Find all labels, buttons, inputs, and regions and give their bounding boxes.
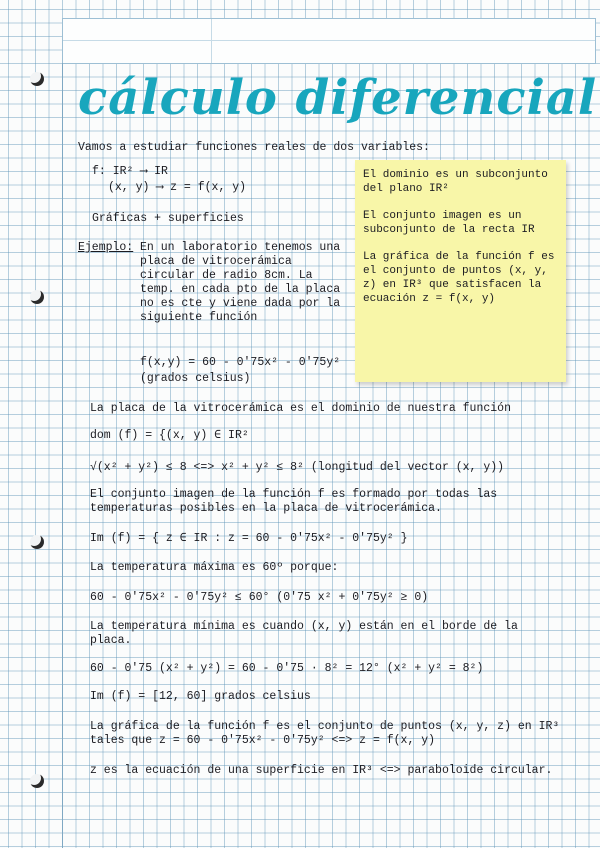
text-line: √(x² + y²) ≤ 8 <=> x² + y² ≤ 8² (longitud del vector (x, y)): [90, 461, 505, 474]
page-header-box: [62, 18, 596, 64]
text-line: La placa de la vitrocerámica es el dominio de nuestra función: [90, 402, 511, 415]
text-line: La gráfica de la función f es el conjunto de puntos (x, y, z) en IR³ tales que z = 60 - 0'75x² - 0'75y² <=> z = f(x, y): [90, 720, 560, 747]
header-divider: [63, 40, 595, 41]
text-line: Im (f) = [12, 60] grados celsius: [90, 690, 311, 703]
text-line: El conjunto imagen de la función f es formado por todas las temperaturas posibles en la placa de vitrocerámica.: [90, 488, 498, 515]
note-imagen: El conjunto imagen es un subconjunto de la recta IR: [363, 210, 535, 236]
text-line: 60 - 0'75x² - 0'75y² ≤ 60° (0'75 x² + 0'75y² ≥ 0): [90, 591, 429, 604]
function-mapping-domain: f: IR² ⟶ IR: [92, 165, 168, 178]
function-mapping-rule: (x, y) ⟶ z = f(x, y): [108, 181, 247, 194]
sticky-note: [355, 160, 566, 382]
example-units: (grados celsius): [140, 372, 251, 385]
margin-line: [62, 63, 63, 848]
text-line: z es la ecuación de una superficie en IR³ <=> paraboloide circular.: [90, 764, 553, 777]
binder-hole: [30, 72, 44, 86]
note-dominio: El dominio es un subconjunto del plano IR²: [363, 169, 548, 195]
header-date-divider: [211, 19, 212, 63]
text-line: 60 - 0'75 (x² + y²) = 60 - 0'75 · 8² = 12° (x² + y² = 8²): [90, 662, 484, 675]
example-formula: f(x,y) = 60 - 0'75x² - 0'75y²: [140, 356, 341, 369]
note-grafica: La gráfica de la función f es el conjunto de puntos (x, y, z) en IR³ que satisfacen la ecuación z = f(x, y): [363, 251, 555, 305]
example-text: En un laboratorio tenemos una placa de vitrocerámica circular de radio 8cm. La temp. en cada pto de la placa no es cte y viene dada por la siguiente función: [140, 241, 341, 324]
binder-hole: [30, 535, 44, 549]
graficas-text: Gráficas + superficies: [92, 212, 244, 225]
text-line: La temperatura máxima es 60º porque:: [90, 561, 339, 574]
page-title: cálculo diferencial: [78, 70, 598, 126]
binder-hole: [30, 290, 44, 304]
intro-text: Vamos a estudiar funciones reales de dos variables:: [78, 141, 430, 154]
text-line: La temperatura mínima es cuando (x, y) están en el borde de la placa.: [90, 620, 518, 647]
text-line: Im (f) = { z ∈ IR : z = 60 - 0'75x² - 0'75y² }: [90, 532, 408, 545]
example-label: Ejemplo:: [78, 241, 134, 254]
binder-hole: [30, 774, 44, 788]
text-line: dom (f) = {(x, y) ∈ IR²: [90, 429, 249, 442]
